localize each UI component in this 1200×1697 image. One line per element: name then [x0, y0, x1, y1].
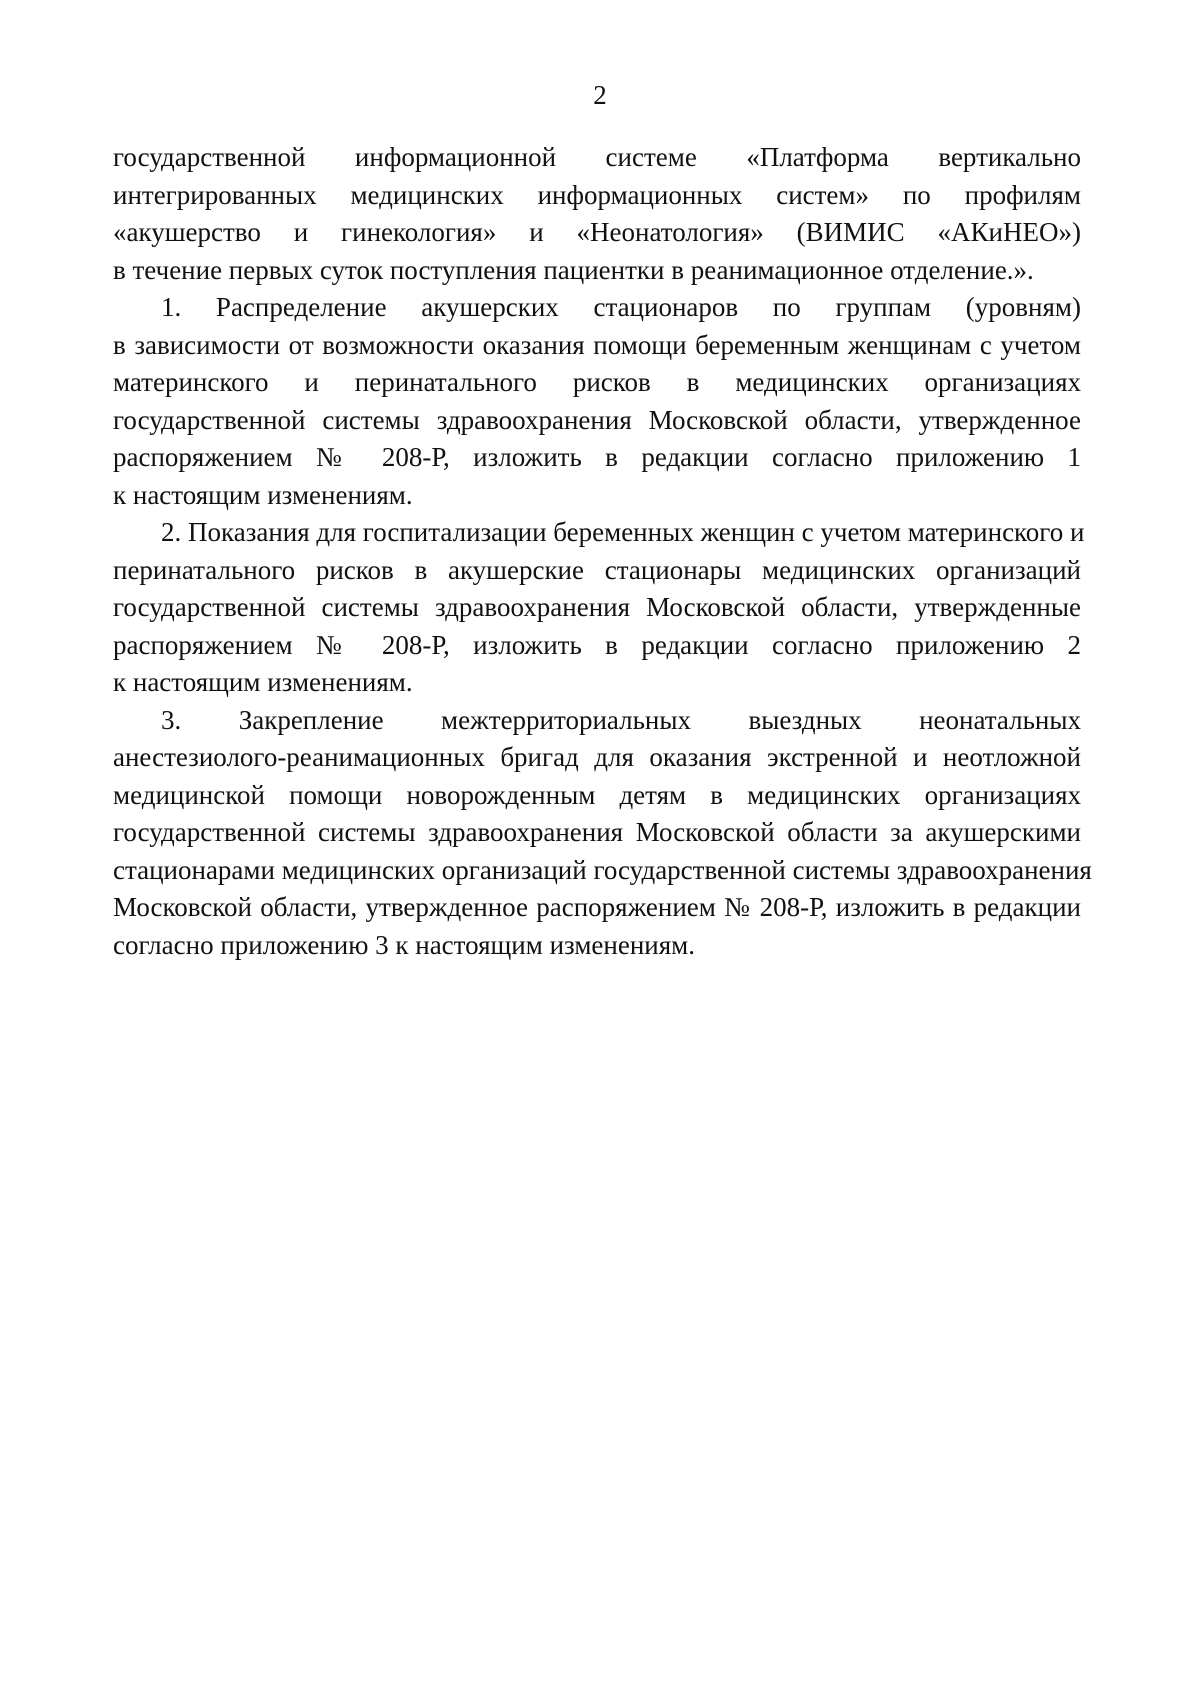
text-line: в течение первых суток поступления пациентки в реанимационное отделение.».	[113, 254, 1034, 285]
text-line: распоряжением № 208-Р, изложить в редакции согласно приложению 2	[113, 629, 1081, 660]
text-line: медицинской помощи новорожденным детям в медицинских организациях	[113, 779, 1081, 810]
text-line: к настоящим изменениям.	[113, 479, 413, 510]
text-line: материнского и перинатального рисков в медицинских организациях	[113, 367, 1081, 397]
text-line: интегрированных медицинских информационных систем» по профилям	[113, 179, 1081, 210]
text-line: государственной системы здравоохранения Московской области, утвержденные	[113, 592, 1081, 622]
text-line: перинатального рисков в акушерские стационары медицинских организаций	[113, 554, 1081, 585]
text-line: 2. Показания для госпитализации беременных женщин с учетом материнского и	[161, 517, 1085, 547]
paragraph-item-1	[113, 289, 1081, 514]
text-line: государственной системы здравоохранения Московской области, утвержденное	[113, 404, 1081, 435]
text-line: распоряжением № 208-Р, изложить в редакции согласно приложению 1	[113, 442, 1081, 472]
text-line: «акушерство и гинекология» и «Неонатология» (ВИМИС «АКиНЕО»)	[113, 217, 1081, 247]
text-line: 3. Закрепление межтерриториальных выездных неонатальных	[161, 704, 1081, 735]
page-number: 2	[593, 80, 607, 110]
text-line: согласно приложению 3 к настоящим изменениям.	[113, 929, 695, 960]
text-line: к настоящим изменениям.	[113, 667, 413, 697]
text-line: в зависимости от возможности оказания помощи беременным женщинам с учетом	[113, 329, 1081, 360]
text-line: государственной системы здравоохранения Московской области за акушерскими	[113, 817, 1081, 847]
text-line: государственной информационной системе «Платформа вертикально	[113, 142, 1081, 172]
text-line: 1. Распределение акушерских стационаров по группам (уровням)	[161, 292, 1081, 322]
paragraph-item-2	[113, 514, 1085, 702]
paragraph-continuation	[113, 139, 1081, 289]
text-line: Московской области, утвержденное распоряжением № 208-Р, изложить в редакции	[113, 892, 1081, 922]
text-line: стационарами медицинских организаций государственной системы здравоохранения	[113, 854, 1092, 885]
paragraph-item-3	[113, 702, 1092, 965]
text-line: анестезиолого-реанимационных бригад для оказания экстренной и неотложной	[113, 742, 1081, 772]
document-body	[113, 139, 1092, 964]
